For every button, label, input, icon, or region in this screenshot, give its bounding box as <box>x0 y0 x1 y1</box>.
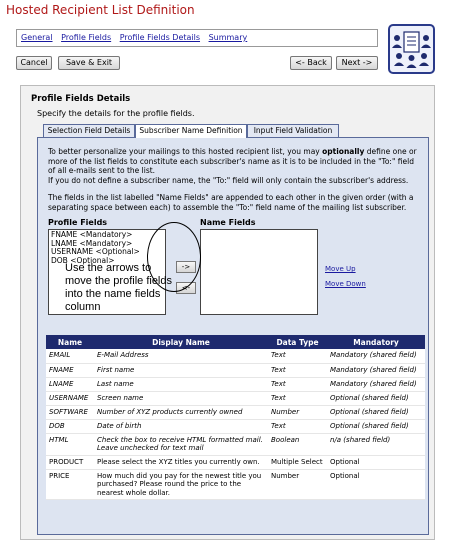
cell-mandatory: Optional <box>327 455 425 469</box>
cell-mandatory: Optional (shared field) <box>327 405 425 419</box>
table-row <box>46 349 425 363</box>
cell-data-type: Text <box>268 363 327 377</box>
wizard-breadcrumb <box>16 29 378 47</box>
section-title: Profile Fields Details <box>31 94 131 104</box>
next-button[interactable]: Next -> <box>336 56 378 70</box>
intro-paragraph-1: To better personalize your mailings to this hosted recipient list, you may optionally define one or more of the list fields to constitute each subscriber's name as it is to be included in the "To:" field of all e-mails sent to the list. If you do not define a subscriber name, the "To:" field will only contain the subscriber's address. <box>48 147 417 185</box>
section-subtitle: Specify the details for the profile fields. <box>37 109 195 118</box>
add-to-name-fields-button[interactable]: -> <box>176 261 196 273</box>
tab-selection-field-details[interactable]: Selection Field Details <box>43 124 135 137</box>
table-header-row <box>46 335 425 349</box>
cell-data-type: Number <box>268 469 327 500</box>
table-row <box>46 433 425 455</box>
table-row <box>46 377 425 391</box>
cell-name: SOFTWARE <box>46 405 94 419</box>
cell-data-type: Multiple Select <box>268 455 327 469</box>
people-list-icon <box>388 24 435 74</box>
tab-input-field-validation[interactable]: Input Field Validation <box>247 124 339 137</box>
cell-display-name: Last name <box>94 377 268 391</box>
annotation-text: Use the arrows to move the profile fields into the name fields column <box>65 262 172 313</box>
cell-name: DOB <box>46 419 94 433</box>
table-row <box>46 405 425 419</box>
cell-data-type: Boolean <box>268 433 327 455</box>
cell-mandatory: Optional (shared field) <box>327 391 425 405</box>
intro-paragraph-2: The fields in the list labelled "Name Fields" are appended to each other in the given order (with a separating space between each) to assemble the "To:" field name of the mailing list subscriber. <box>48 193 414 212</box>
move-up-link[interactable]: Move Up <box>325 265 356 273</box>
cell-name: PRICE <box>46 469 94 500</box>
move-down-link[interactable]: Move Down <box>325 280 366 288</box>
nav-link-summary[interactable]: Summary <box>208 33 248 42</box>
cell-mandatory: Optional (shared field) <box>327 419 425 433</box>
cell-display-name: First name <box>94 363 268 377</box>
list-item[interactable]: FNAME <Mandatory> <box>51 230 133 239</box>
profile-fields-label: Profile Fields <box>48 218 108 227</box>
cell-name: FNAME <box>46 363 94 377</box>
col-header-data-type: Data Type <box>268 335 327 349</box>
cell-mandatory: n/a (shared field) <box>327 433 425 455</box>
nav-link-profile-fields[interactable]: Profile Fields <box>61 33 112 42</box>
table-row <box>46 455 425 469</box>
table-row <box>46 391 425 405</box>
table-row <box>46 469 425 500</box>
cell-mandatory: Mandatory (shared field) <box>327 349 425 363</box>
save-exit-button[interactable]: Save & Exit <box>58 56 120 70</box>
tab-subscriber-name-definition[interactable]: Subscriber Name Definition <box>135 124 247 138</box>
name-fields-label: Name Fields <box>200 218 256 227</box>
cell-name: LNAME <box>46 377 94 391</box>
list-item[interactable]: LNAME <Mandatory> <box>51 238 133 248</box>
cell-data-type: Text <box>268 349 327 363</box>
name-fields-listbox[interactable] <box>200 229 318 315</box>
cell-data-type: Text <box>268 377 327 391</box>
cell-display-name: Screen name <box>94 391 268 405</box>
people-list-graphic <box>390 26 433 72</box>
cell-display-name: Check the box to receive HTML formatted mail. Leave unchecked for text mail <box>94 433 268 455</box>
nav-link-profile-fields-details[interactable]: Profile Fields Details <box>119 33 201 42</box>
cell-name: EMAIL <box>46 349 94 363</box>
cell-mandatory: Mandatory (shared field) <box>327 377 425 391</box>
cell-name: HTML <box>46 433 94 455</box>
cell-display-name: Please select the XYZ titles you currently own. <box>94 455 268 469</box>
cell-mandatory: Mandatory (shared field) <box>327 363 425 377</box>
col-header-name: Name <box>46 335 94 349</box>
cell-display-name: Date of birth <box>94 419 268 433</box>
nav-link-general[interactable]: General <box>21 33 53 42</box>
fields-table <box>46 335 425 500</box>
page-title: Hosted Recipient List Definition <box>6 3 195 17</box>
col-header-mandatory: Mandatory <box>327 335 425 349</box>
table-row <box>46 363 425 377</box>
cell-display-name: How much did you pay for the newest title you purchased? Please round the price to the nearest whole dollar. <box>94 469 268 500</box>
cell-data-type: Text <box>268 391 327 405</box>
table-row <box>46 419 425 433</box>
back-button[interactable]: <- Back <box>290 56 332 70</box>
list-item[interactable]: DOB <Optional> <box>51 255 115 265</box>
cell-name: PRODUCT <box>46 455 94 469</box>
cell-data-type: Number <box>268 405 327 419</box>
cell-name: USERNAME <box>46 391 94 405</box>
list-item[interactable]: USERNAME <Optional> <box>51 247 140 256</box>
cancel-button[interactable]: Cancel <box>16 56 52 70</box>
col-header-display-name: Display Name <box>94 335 268 349</box>
remove-from-name-fields-button[interactable]: <- <box>176 282 196 294</box>
cell-data-type: Text <box>268 419 327 433</box>
cell-display-name: Number of XYZ products currently owned <box>94 405 268 419</box>
cell-display-name: E-Mail Address <box>94 349 268 363</box>
cell-mandatory: Optional <box>327 469 425 500</box>
